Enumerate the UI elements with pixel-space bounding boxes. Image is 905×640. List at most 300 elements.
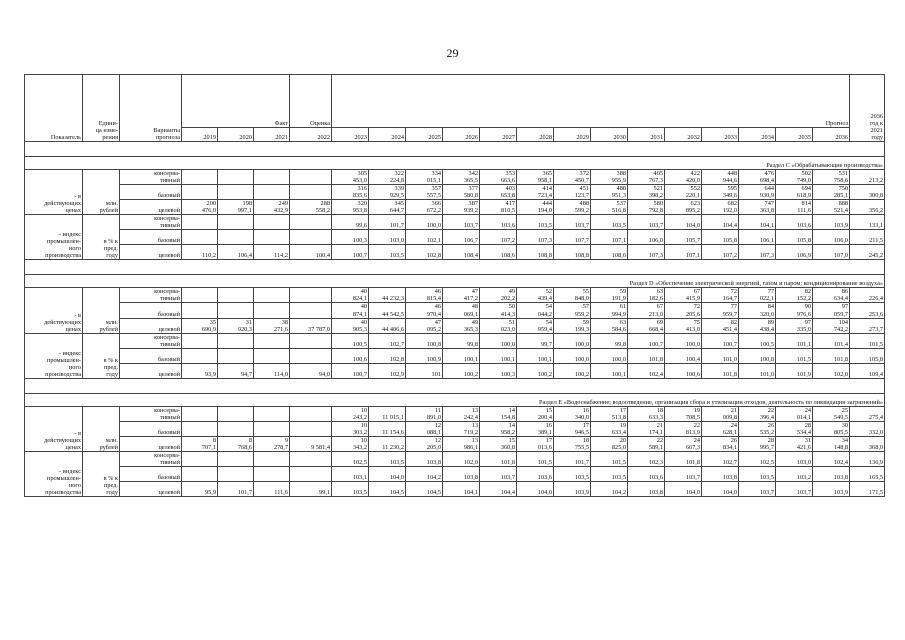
table-cell: 75 413,0 (665, 318, 702, 333)
table-cell: 106,9 (776, 245, 813, 260)
header-2036-vs-2021: 2036 год к 2021 году (850, 75, 885, 142)
table-cell: 100,0 (665, 333, 702, 348)
table-cell: 101,5 (776, 348, 813, 363)
table-cell: 30 805,5 (813, 421, 850, 436)
table-cell (218, 333, 254, 348)
table-cell: 488 951,3 (591, 185, 628, 200)
table-cell: 25 549,5 (813, 406, 850, 421)
table-cell: 100,8 (406, 333, 443, 348)
table-cell: 103,6 (776, 215, 813, 230)
header-year: 2030 (591, 128, 628, 142)
table-cell: 288 558,2 (290, 200, 332, 215)
row-variant: консерва- тивный (120, 452, 182, 467)
table-cell: 405 767,3 (628, 170, 665, 185)
table-cell: 110,2 (182, 245, 218, 260)
table-cell: 100,7 (332, 363, 369, 378)
header-year: 2024 (369, 128, 406, 142)
row-variant: базовый (120, 421, 182, 436)
table-cell: 63 182,6 (628, 288, 665, 303)
table-cell: 365 958,1 (517, 170, 554, 185)
table-cell: 24 667,3 (665, 436, 702, 451)
table-cell: 448 944,6 (702, 170, 739, 185)
table-cell: 107,2 (480, 230, 517, 245)
table-cell: 52 439,4 (517, 288, 554, 303)
table-cell: 356,2 (850, 200, 885, 215)
table-cell: 103,9 (813, 482, 850, 497)
table-cell: 103,1 (332, 467, 369, 482)
table-cell (182, 348, 218, 363)
table-cell: 103,5 (369, 245, 406, 260)
table-cell: 17 513,8 (591, 406, 628, 421)
table-cell: 100,3 (332, 230, 369, 245)
table-cell: 95,9 (182, 482, 218, 497)
table-cell: 245,2 (850, 245, 885, 260)
table-cell: 67 415,9 (665, 288, 702, 303)
table-cell (182, 452, 218, 467)
table-cell (254, 185, 290, 200)
table-cell: 100,5 (332, 333, 369, 348)
table-cell: 476 698,4 (739, 170, 776, 185)
header-year: 2027 (480, 128, 517, 142)
table-cell: 694 618,9 (776, 185, 813, 200)
table-cell (254, 303, 290, 318)
table-row (25, 333, 885, 348)
header-year: 2031 (628, 128, 665, 142)
row-indicator: - индекс промышлен- ного производства (25, 333, 83, 378)
table-cell (182, 333, 218, 348)
table-cell (182, 467, 218, 482)
table-cell: 537 516,8 (591, 200, 628, 215)
table-cell: 103,6 (517, 467, 554, 482)
table-cell: 101,8 (665, 452, 702, 467)
table-cell: 106,0 (628, 230, 665, 245)
table-cell: 24 628,1 (702, 421, 739, 436)
table-cell: 108,6 (480, 245, 517, 260)
table-cell: 12 205,0 (406, 436, 443, 451)
table-cell (182, 185, 218, 200)
table-cell: 104,1 (739, 215, 776, 230)
table-cell: 105,8 (850, 348, 885, 363)
table-cell: 99,6 (332, 215, 369, 230)
header-year: 2033 (702, 128, 739, 142)
table-cell: 273,7 (850, 318, 885, 333)
table-cell: 100,2 (554, 363, 591, 378)
table-cell: 388 955,9 (591, 170, 628, 185)
table-cell: 47 417,2 (443, 288, 480, 303)
table-cell: 100,1 (591, 363, 628, 378)
table-cell (290, 303, 332, 318)
row-variant: целевой (120, 436, 182, 451)
table-cell: 114,2 (254, 245, 290, 260)
table-row (25, 467, 885, 482)
table-row (25, 170, 885, 185)
table-cell (254, 467, 290, 482)
table-cell: 63 584,6 (591, 318, 628, 333)
table-cell: 16 340,0 (554, 406, 591, 421)
table-cell: 10 243,2 (332, 406, 369, 421)
table-cell: 100,3 (480, 363, 517, 378)
table-cell: 100,2 (517, 363, 554, 378)
table-cell: 10 303,2 (332, 421, 369, 436)
section-spacer (25, 378, 885, 393)
table-cell: 100,0 (554, 348, 591, 363)
row-variant: базовый (120, 185, 182, 200)
table-cell: 104 742,2 (813, 318, 850, 333)
table-cell: 102,9 (369, 363, 406, 378)
table-cell: 103,5 (591, 467, 628, 482)
table-cell: 750 285,1 (813, 185, 850, 200)
table-cell: 345 644,7 (369, 200, 406, 215)
table-cell: 103,5 (332, 482, 369, 497)
row-variant: целевой (120, 200, 182, 215)
table-cell (218, 185, 254, 200)
table-cell: 9 581,4 (290, 436, 332, 451)
table-cell: 50 414,3 (480, 303, 517, 318)
row-variant: консерва- тивный (120, 333, 182, 348)
table-cell: 316 835,6 (332, 185, 369, 200)
table-cell: 49 202,2 (480, 288, 517, 303)
table-cell: 100,0 (480, 333, 517, 348)
table-cell: 332,0 (850, 421, 885, 436)
page-number: 29 (446, 46, 459, 60)
table-cell: 11 154,6 (369, 421, 406, 436)
table-cell: 100,7 (628, 333, 665, 348)
table-cell (290, 333, 332, 348)
table-cell: 61 994,9 (591, 303, 628, 318)
table-cell (218, 452, 254, 467)
table-cell: 44 542,5 (369, 303, 406, 318)
table-cell: 38 271,6 (254, 318, 290, 333)
table-cell: 104,5 (369, 482, 406, 497)
table-cell: 72 164,7 (702, 288, 739, 303)
header-year: 2020 (218, 128, 254, 142)
table-cell: 55 848,0 (554, 288, 591, 303)
table-cell: 136,9 (850, 452, 885, 467)
table-cell: 353 663,6 (480, 170, 517, 185)
table-cell: 94,7 (218, 363, 254, 378)
table-cell: 102,1 (406, 230, 443, 245)
table-cell: 111,6 (254, 482, 290, 497)
table-cell: 105,8 (702, 230, 739, 245)
table-cell: 109,4 (850, 363, 885, 378)
forecast-table (24, 74, 885, 497)
header-year: 2025 (406, 128, 443, 142)
table-cell: 334 015,1 (406, 170, 443, 185)
table-cell (254, 421, 290, 436)
table-row (25, 215, 885, 230)
table-cell: 101 (406, 363, 443, 378)
table-cell: 72 205,6 (665, 303, 702, 318)
table-cell: 100,0 (591, 348, 628, 363)
table-cell: 100,7 (702, 333, 739, 348)
table-cell: 422 420,0 (665, 170, 702, 185)
section-title: Раздел D «Обеспечение электрической энергией, газом и паром; кондиционирование воздуха» (25, 275, 885, 288)
table-cell: 44 406,6 (369, 318, 406, 333)
table-cell: 102,8 (369, 348, 406, 363)
table-cell: 49 365,3 (443, 318, 480, 333)
table-cell: 101,5 (850, 333, 885, 348)
table-row (25, 200, 885, 215)
table-cell: 100,6 (332, 348, 369, 363)
table-cell: 100,2 (443, 363, 480, 378)
table-cell: 747 363,8 (739, 200, 776, 215)
table-row (25, 348, 885, 363)
table-cell: 101,5 (517, 452, 554, 467)
table-cell: 106,4 (218, 245, 254, 260)
table-cell (182, 230, 218, 245)
table-cell: 104,0 (665, 482, 702, 497)
table-cell: 105,7 (665, 230, 702, 245)
table-cell: 31 920,3 (218, 318, 254, 333)
table-cell: 89 438,4 (739, 318, 776, 333)
header-year: 2021 (254, 128, 290, 142)
table-cell (290, 348, 332, 363)
table-cell: 28 534,4 (776, 421, 813, 436)
table-cell: 84 320,0 (739, 303, 776, 318)
table-cell: 99,1 (290, 482, 332, 497)
table-row (25, 230, 885, 245)
table-cell: 322 224,8 (369, 170, 406, 185)
table-cell (254, 230, 290, 245)
table-cell: 275,4 (850, 406, 885, 421)
table-cell: 99,8 (443, 333, 480, 348)
table-cell: 104,0 (517, 482, 554, 497)
table-cell (290, 421, 332, 436)
table-cell: 103,7 (443, 215, 480, 230)
table-cell: 47 095,2 (406, 318, 443, 333)
table-cell: 198 997,1 (218, 200, 254, 215)
row-variant: базовый (120, 467, 182, 482)
table-cell: 40 824,1 (332, 288, 369, 303)
row-unit: в % к пред. году (83, 452, 120, 497)
section-spacer (25, 142, 885, 157)
table-cell: 253,6 (850, 303, 885, 318)
row-variant: консерва- тивный (120, 406, 182, 421)
table-cell: 101,0 (739, 363, 776, 378)
table-cell: 46 970,4 (406, 303, 443, 318)
table-cell: 40 905,3 (332, 318, 369, 333)
table-cell: 103,8 (443, 467, 480, 482)
table-cell: 104,2 (406, 467, 443, 482)
table-cell: 101,7 (554, 452, 591, 467)
table-cell: 213,2 (850, 170, 885, 185)
table-cell: 387 939,2 (443, 200, 480, 215)
row-indicator: - индекс промышлен- ного производства (25, 215, 83, 260)
table-cell: 104,0 (702, 482, 739, 497)
table-cell (218, 303, 254, 318)
table-cell: 366 672,2 (406, 200, 443, 215)
row-variant: базовый (120, 230, 182, 245)
table-cell: 372 450,7 (554, 170, 591, 185)
table-cell (290, 406, 332, 421)
row-unit: в % к пред. году (83, 333, 120, 378)
header-forecast: Прогноз (332, 75, 850, 128)
table-cell: 249 432,9 (254, 200, 290, 215)
row-indicator: - в действующих ценах (25, 288, 83, 333)
table-cell: 8 707,1 (182, 436, 218, 451)
table-cell: 100,0 (554, 333, 591, 348)
header-estimate: Оценка (290, 75, 332, 128)
table-row (25, 288, 885, 303)
table-cell: 103,7 (554, 215, 591, 230)
table-cell: 57 959,2 (554, 303, 591, 318)
table-cell: 103,7 (665, 467, 702, 482)
table-cell: 37 787,0 (290, 318, 332, 333)
table-cell: 104,0 (665, 215, 702, 230)
table-row (25, 452, 885, 467)
table-cell: 14 958,2 (480, 421, 517, 436)
table-cell: 103,5 (517, 215, 554, 230)
table-cell: 99,8 (591, 333, 628, 348)
table-cell: 24 014,1 (776, 406, 813, 421)
header-indicator: Показатель (25, 75, 83, 142)
table-cell: 100,1 (443, 348, 480, 363)
header-year: 2026 (443, 128, 480, 142)
table-cell: 103,7 (628, 215, 665, 230)
table-cell: 44 232,3 (369, 288, 406, 303)
table-cell: 26 834,1 (702, 436, 739, 451)
table-cell: 502 749,0 (776, 170, 813, 185)
table-cell (218, 170, 254, 185)
table-cell: 97 059,7 (813, 303, 850, 318)
row-variant: консерва- тивный (120, 170, 182, 185)
table-cell: 888 521,4 (813, 200, 850, 215)
table-cell: 11 230,2 (369, 436, 406, 451)
table-cell: 101,7 (218, 482, 254, 497)
table-cell: 108,6 (591, 245, 628, 260)
table-cell: 104,4 (702, 215, 739, 230)
table-cell: 101,1 (776, 333, 813, 348)
table-cell: 11 015,1 (369, 406, 406, 421)
table-cell: 16 389,1 (517, 421, 554, 436)
table-cell: 103,9 (554, 482, 591, 497)
table-cell: 102,5 (332, 452, 369, 467)
table-cell: 107,3 (628, 245, 665, 260)
table-cell: 54 044,2 (517, 303, 554, 318)
table-cell: 15 200,4 (517, 406, 554, 421)
table-cell: 414 723,4 (517, 185, 554, 200)
table-cell: 102,8 (406, 245, 443, 260)
table-row (25, 482, 885, 497)
table-cell: 104,0 (369, 467, 406, 482)
table-cell: 31 421,6 (776, 436, 813, 451)
table-cell: 105,8 (776, 230, 813, 245)
table-cell: 101,4 (813, 333, 850, 348)
row-indicator: - в действующих ценах (25, 170, 83, 215)
table-cell: 444 194,0 (517, 200, 554, 215)
table-cell: 18 755,5 (554, 436, 591, 451)
table-row (25, 436, 885, 451)
table-cell: 103,8 (406, 452, 443, 467)
table-cell: 226,4 (850, 288, 885, 303)
table-cell: 8 768,6 (218, 436, 254, 451)
row-unit: в % к пред. году (83, 215, 120, 260)
header-year: 2035 (776, 128, 813, 142)
table-cell: 77 959,7 (702, 303, 739, 318)
table-cell (218, 230, 254, 245)
table-cell: 100,4 (290, 245, 332, 260)
row-indicator: - индекс промышлен- ного производства (25, 452, 83, 497)
table-cell: 108,8 (517, 245, 554, 260)
table-cell: 59 191,9 (591, 288, 628, 303)
table-cell: 814 111,6 (776, 200, 813, 215)
row-variant: целевой (120, 482, 182, 497)
table-cell: 28 995,7 (739, 436, 776, 451)
table-cell: 305 453,0 (332, 170, 369, 185)
table-cell: 165,5 (850, 467, 885, 482)
table-cell (254, 348, 290, 363)
table-cell (254, 333, 290, 348)
row-variant: целевой (120, 318, 182, 333)
table-cell: 102,7 (369, 333, 406, 348)
table-cell (182, 303, 218, 318)
table-cell: 103,6 (628, 467, 665, 482)
table-cell (218, 348, 254, 363)
table-cell: 107,2 (702, 245, 739, 260)
table-cell: 357 557,5 (406, 185, 443, 200)
table-cell: 102,4 (813, 452, 850, 467)
header-unit: Едини- ца изме- рения (83, 75, 120, 142)
table-cell: 101,8 (628, 348, 665, 363)
table-cell: 13 242,4 (443, 406, 480, 421)
table-cell: 107,1 (591, 230, 628, 245)
section-title: Раздел C «Обрабатывающие производства» (25, 157, 885, 170)
row-indicator: - в действующих ценах (25, 406, 83, 451)
table-cell: 644 930,9 (739, 185, 776, 200)
table-cell: 26 535,2 (739, 421, 776, 436)
table-cell: 67 213,0 (628, 303, 665, 318)
section-title: Раздел E «Водоснабжение; водоотведение, организация сбора и утилизации отходов, деятельность по ликвидации загрязнений» (25, 393, 885, 406)
table-cell: 103,0 (369, 230, 406, 245)
header-year: 2034 (739, 128, 776, 142)
table-cell: 102,7 (702, 452, 739, 467)
table-cell (182, 170, 218, 185)
table-cell: 106,0 (813, 230, 850, 245)
table-cell: 103,0 (776, 452, 813, 467)
table-cell: 682 192,0 (702, 200, 739, 215)
table-cell (254, 215, 290, 230)
table-cell: 103,5 (554, 467, 591, 482)
table-cell: 595 349,6 (702, 185, 739, 200)
table-cell: 103,5 (369, 452, 406, 467)
table-cell: 100,8 (739, 348, 776, 363)
table-cell: 623 895,2 (665, 200, 702, 215)
table-cell: 22 396,4 (739, 406, 776, 421)
table-cell (182, 288, 218, 303)
table-cell: 21 009,8 (702, 406, 739, 421)
table-cell: 77 022,1 (739, 288, 776, 303)
row-unit: млн. рублей (83, 170, 120, 215)
table-cell (290, 467, 332, 482)
table-cell: 104,4 (480, 482, 517, 497)
table-cell (182, 215, 218, 230)
table-cell: 171,5 (850, 482, 885, 497)
table-cell: 15 360,8 (480, 436, 517, 451)
header-year: 2023 (332, 128, 369, 142)
table-cell (218, 467, 254, 482)
table-cell (218, 215, 254, 230)
table-cell (182, 421, 218, 436)
table-cell: 300,8 (850, 185, 885, 200)
table-cell: 107,7 (554, 230, 591, 245)
table-cell: 100,6 (665, 363, 702, 378)
table-cell: 102,4 (628, 363, 665, 378)
row-variant: базовый (120, 348, 182, 363)
table-cell: 103,8 (628, 482, 665, 497)
header-year: 2029 (554, 128, 591, 142)
table-cell: 19 633,4 (591, 421, 628, 436)
table-cell: 14 154,8 (480, 406, 517, 421)
